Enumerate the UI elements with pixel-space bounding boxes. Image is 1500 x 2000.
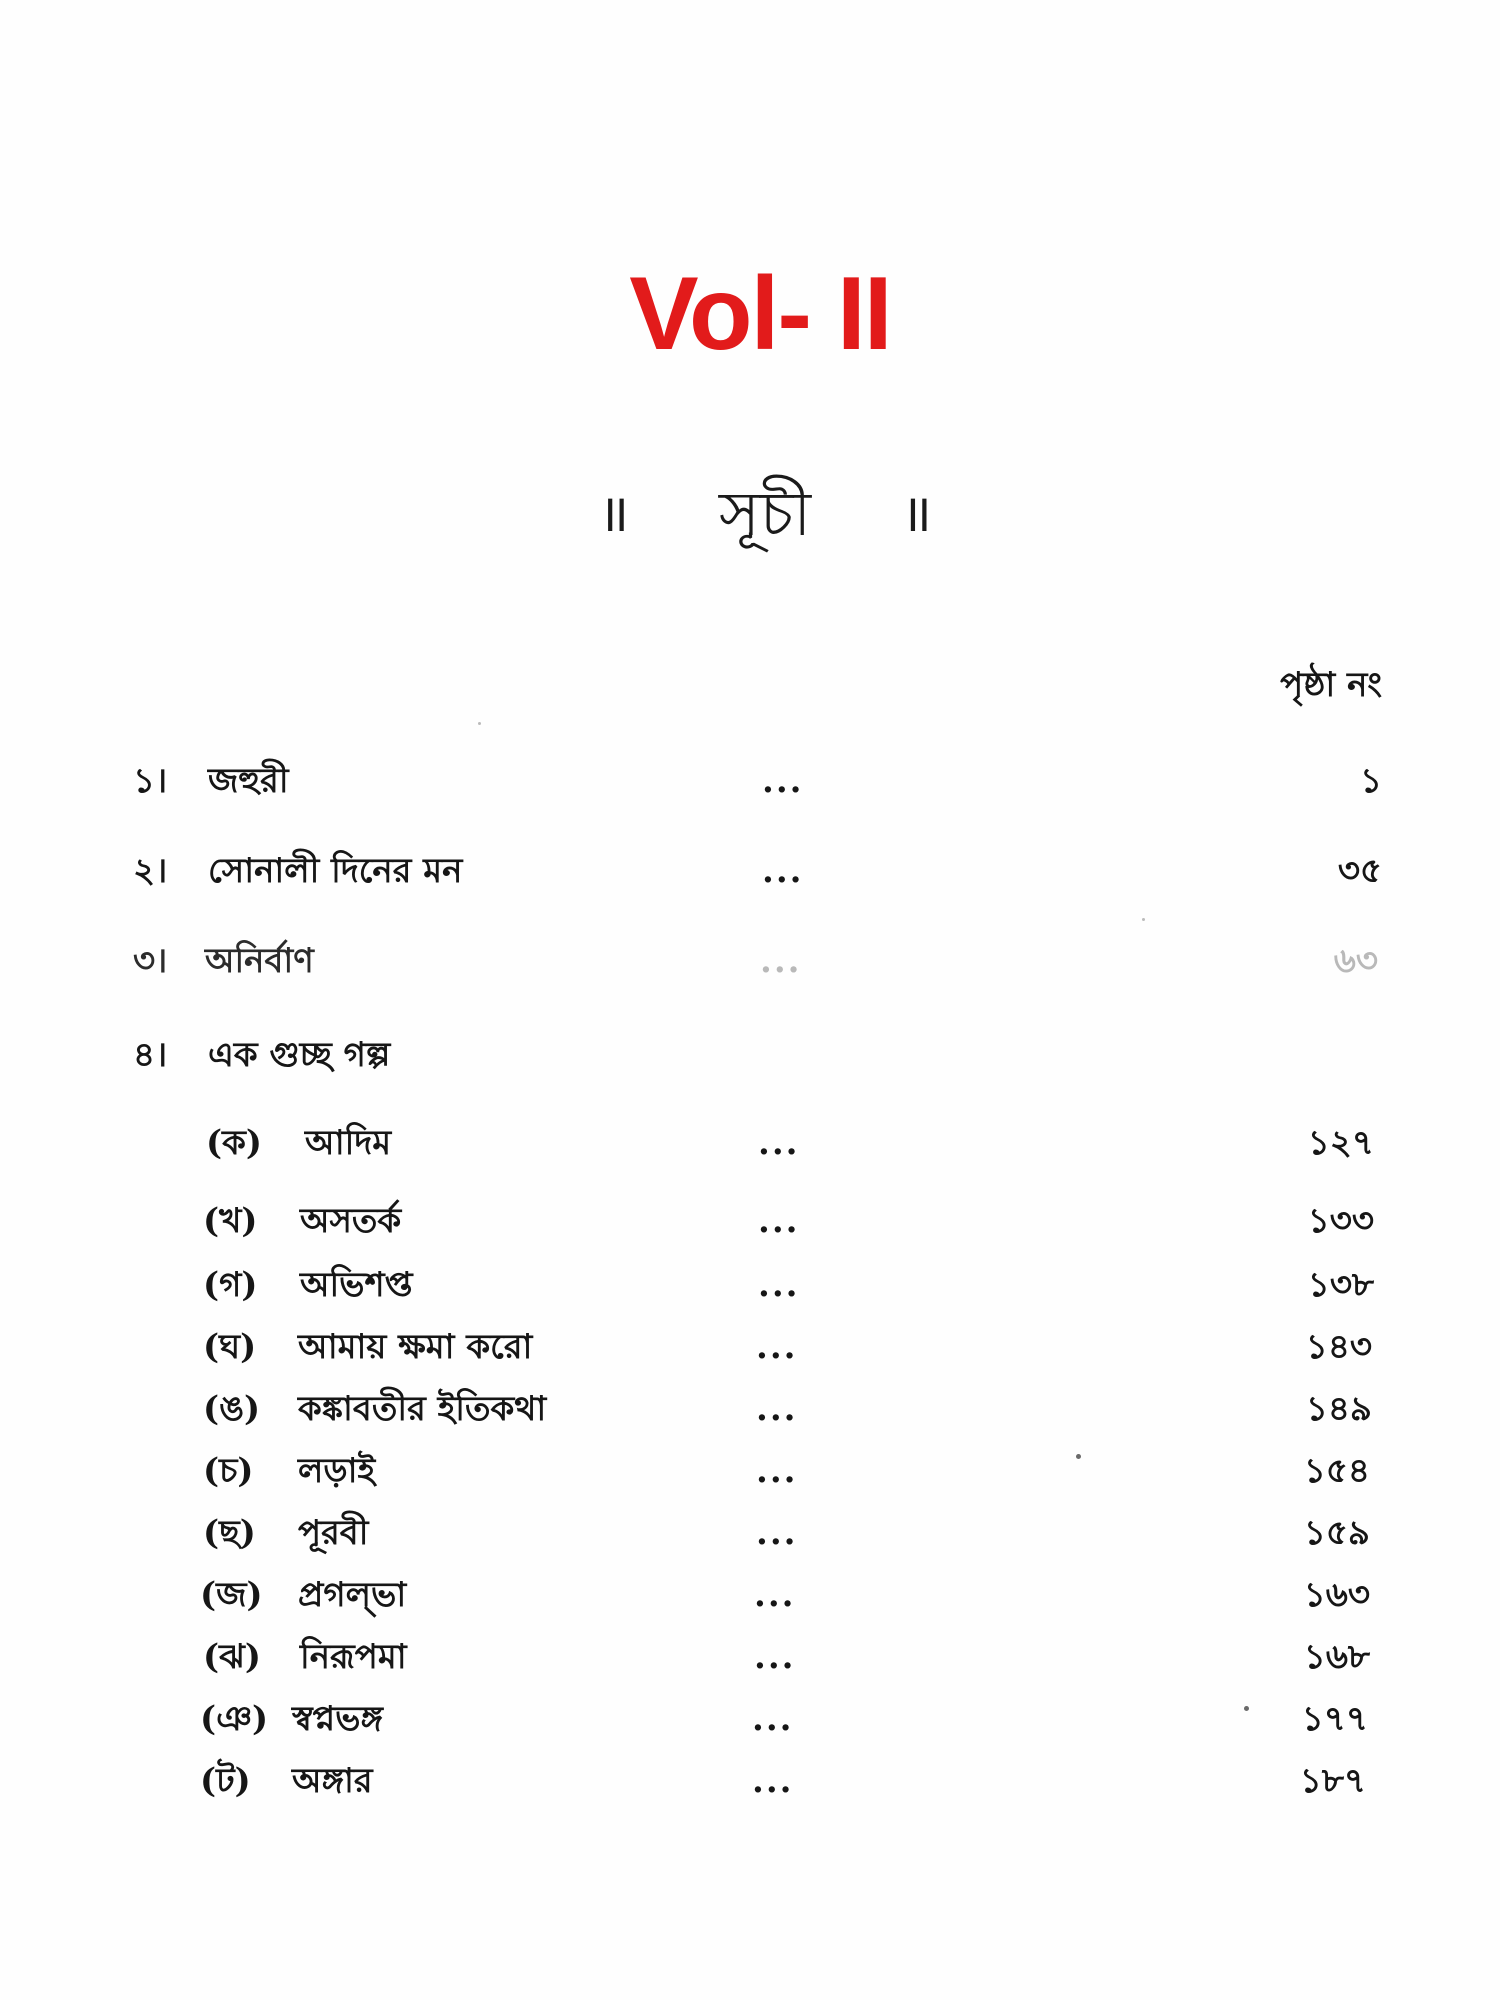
sub-entry-leader-dots: ... — [758, 1123, 800, 1163]
toc-entry — [0, 936, 1500, 986]
toc-entry — [0, 756, 1500, 806]
sub-entry-title: প্রগল্ভা — [298, 1575, 407, 1615]
sub-entry-leader-dots: ... — [756, 1389, 798, 1429]
entry-leader-dots: ... — [762, 761, 804, 801]
sub-entry-page-number: ১৫৯ — [1303, 1513, 1370, 1553]
sub-entry-page-number: ১৪৩ — [1305, 1327, 1372, 1367]
entry-number: ৩। — [133, 941, 168, 981]
sub-entry-title: কঙ্কাবতীর ইতিকথা — [298, 1389, 547, 1429]
sub-entry-label: (জ) — [200, 1575, 263, 1615]
sub-entry-label: (ঘ) — [203, 1327, 257, 1367]
heading-right-mark: ॥ — [900, 483, 932, 544]
heading-word: সূচী — [718, 476, 812, 550]
sub-entry-label: (ক) — [206, 1123, 262, 1163]
entry-title: সোনালী দিনের মন — [208, 851, 463, 891]
sub-entry-title: অভিশপ্ত — [300, 1265, 413, 1305]
toc-sub-entry — [0, 1384, 1500, 1434]
sub-entry-leader-dots: ... — [758, 1201, 800, 1241]
sub-entry-leader-dots: ... — [756, 1327, 798, 1367]
toc-sub-entry — [0, 1322, 1500, 1372]
sub-entry-leader-dots: ... — [758, 1265, 800, 1305]
toc-sub-entry — [0, 1260, 1500, 1310]
page-number-header: পৃষ্ঠা নং — [1280, 665, 1382, 705]
sub-entry-leader-dots: ... — [754, 1575, 796, 1615]
toc-sub-entry — [0, 1118, 1500, 1168]
sub-entry-leader-dots: ... — [752, 1761, 794, 1801]
sub-entry-leader-dots: ... — [754, 1637, 796, 1677]
sub-entry-label: (ঞ) — [200, 1699, 269, 1739]
sub-entry-label: (ট) — [200, 1761, 251, 1801]
volume-title: Vol- II — [629, 256, 891, 372]
entry-leader-dots: ... — [762, 851, 804, 891]
scan-speck — [1076, 1454, 1081, 1459]
toc-sub-entry — [0, 1446, 1500, 1496]
toc-sub-entry — [0, 1632, 1500, 1682]
sub-entry-title: আদিম — [305, 1123, 392, 1163]
sub-entry-leader-dots: ... — [752, 1699, 794, 1739]
sub-entry-page-number: ১৮৭ — [1299, 1761, 1366, 1801]
sub-entry-title: আমায় ক্ষমা করো — [298, 1327, 533, 1367]
scan-speck — [1244, 1706, 1249, 1711]
scan-speck — [478, 722, 481, 725]
toc-sub-entry — [0, 1508, 1500, 1558]
entry-title: এক গুচ্ছ গল্প — [208, 1035, 391, 1075]
sub-entry-label: (চ) — [203, 1451, 254, 1491]
sub-entry-page-number: ১৬৮ — [1303, 1637, 1370, 1677]
sub-entry-title: অঙ্গার — [292, 1761, 373, 1801]
sub-entry-title: অসতর্ক — [300, 1201, 402, 1241]
toc-entry — [0, 846, 1500, 896]
sub-entry-label: (গ) — [203, 1265, 258, 1305]
toc-sub-entry — [0, 1570, 1500, 1620]
sub-entry-page-number: ১৪৯ — [1305, 1389, 1372, 1429]
sub-entry-label: (ঝ) — [203, 1637, 261, 1677]
toc-sub-entry — [0, 1196, 1500, 1246]
sub-entry-title: লড়াই — [298, 1451, 376, 1491]
heading-left-mark: ॥ — [598, 483, 630, 544]
sub-entry-page-number: ১৭৭ — [1301, 1699, 1368, 1739]
sub-entry-page-number: ১৩৮ — [1307, 1265, 1374, 1305]
entry-leader-dots: ... — [760, 941, 802, 981]
toc-sub-entry — [0, 1694, 1500, 1744]
entry-title: জহুরী — [208, 761, 289, 801]
sub-entry-page-number: ১৬৩ — [1303, 1575, 1370, 1615]
entry-number: ১। — [133, 761, 168, 801]
sub-entry-page-number: ১৫৪ — [1303, 1451, 1370, 1491]
sub-entry-title: নিরূপমা — [300, 1637, 407, 1677]
entry-number: ২। — [133, 851, 168, 891]
sub-entry-leader-dots: ... — [756, 1513, 798, 1553]
toc-entry — [0, 1030, 1500, 1080]
sub-entry-label: (ঙ) — [203, 1389, 261, 1429]
contents-heading — [0, 476, 1500, 550]
entry-page-number: ৬৩ — [1333, 941, 1378, 981]
entry-number: ৪। — [133, 1035, 168, 1075]
toc-sub-entry — [0, 1756, 1500, 1806]
sub-entry-page-number: ১৩৩ — [1307, 1201, 1374, 1241]
entry-title: অনির্বাণ — [205, 941, 314, 981]
sub-entry-page-number: ১২৭ — [1307, 1123, 1374, 1163]
sub-entry-label: (ছ) — [203, 1513, 256, 1553]
entry-page-number: ১ — [1359, 761, 1382, 801]
sub-entry-leader-dots: ... — [756, 1451, 798, 1491]
sub-entry-title: পূরবী — [298, 1513, 369, 1553]
scan-speck — [1142, 918, 1145, 921]
sub-entry-label: (খ) — [203, 1201, 258, 1241]
entry-page-number: ৩৫ — [1337, 851, 1382, 891]
sub-entry-title: স্বপ্নভঙ্গ — [292, 1699, 383, 1739]
